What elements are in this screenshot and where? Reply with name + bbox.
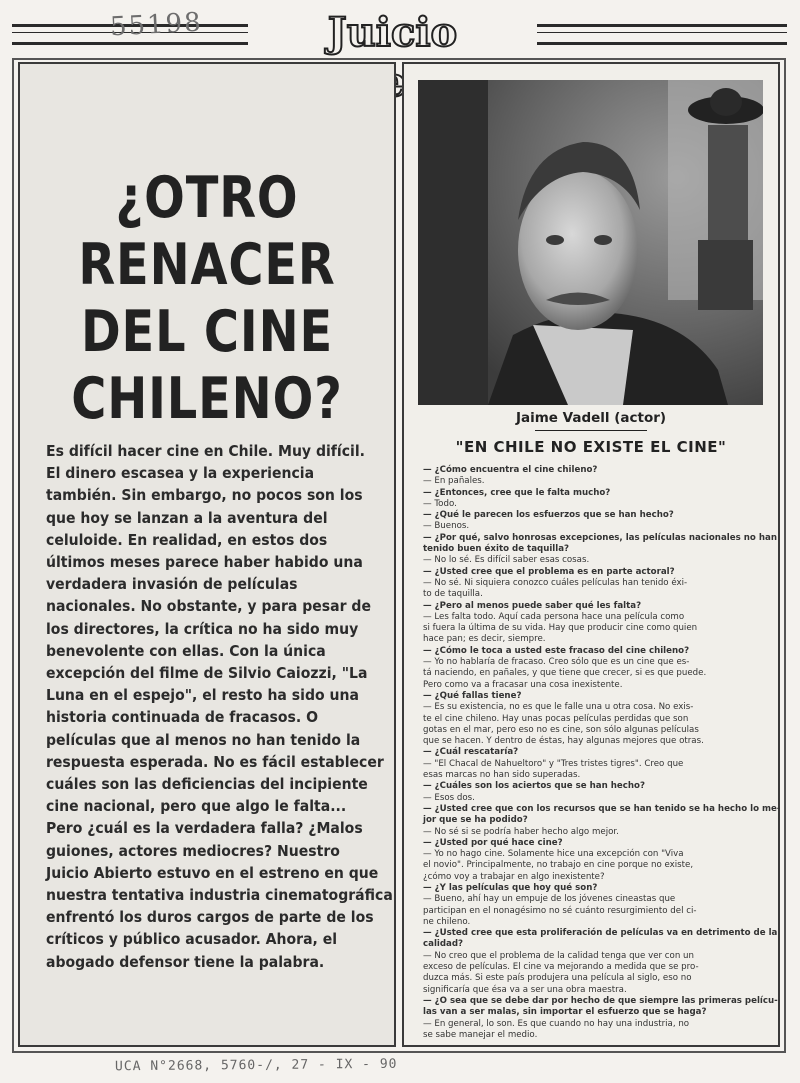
- intro-line: respuesta esperada. No es fácil establecer: [46, 752, 384, 771]
- question-line: — ¿Cómo le toca a usted este fracaso del cine chileno?: [423, 644, 690, 656]
- answer-line: — Es su existencia, no es que le falle una u otra cosa. No exis-: [423, 701, 694, 713]
- answer-line: Pero como va a fracasar una cosa inexistente.: [423, 678, 623, 690]
- interview-title: "EN CHILE NO EXISTE EL CINE": [455, 438, 727, 456]
- answer-line: el novio". Principalmente, no trabajo en cine porque no existe,: [423, 859, 694, 871]
- answer-line: esas marcas no han sido superadas.: [423, 769, 581, 781]
- intro-line: guiones, actores mediocres? Nuestro: [46, 841, 340, 860]
- photo-caption: Jaime Vadell (actor): [515, 410, 667, 426]
- headline-line: DEL CINE: [80, 299, 334, 365]
- question-line: jor que se ha podido?: [423, 814, 528, 826]
- question-line: — ¿Pero al menos puede saber qué les falta?: [423, 599, 642, 611]
- intro-paragraph: [46, 440, 393, 973]
- question-line: las van a ser malas, sin importar el esfuerzo que se haga?: [423, 1006, 707, 1018]
- question-line: — ¿Usted cree que el problema es en parte actoral?: [423, 565, 675, 577]
- answer-line: tá naciendo, en pañales, y que tiene que crecer, si es que puede.: [423, 667, 707, 679]
- answer-line: — Bueno, ahí hay un empuje de los jóvenes cineastas que: [423, 893, 676, 905]
- question-line: — ¿Cómo encuentra el cine chileno?: [423, 464, 598, 475]
- question-line: — ¿Qué le parecen los esfuerzos que se han hecho?: [423, 509, 674, 521]
- intro-line: enfrentó los duros cargos de parte de los: [46, 908, 374, 927]
- headline-line: ¿OTRO: [115, 165, 299, 231]
- intro-line: nacionales. No obstante, y para pesar de: [46, 597, 371, 616]
- headline-line: RENACER: [78, 232, 336, 298]
- intro-line: historia continuada de fracasos. O: [46, 708, 319, 727]
- answer-line: exceso de películas. El cine va mejorando a medida que se pro-: [423, 961, 699, 973]
- answer-line: te el cine chileno. Hay unas pocas películas perdidas que son: [423, 712, 689, 724]
- answer-line: — No lo sé. Es difícil saber esas cosas.: [423, 554, 590, 566]
- answer-line: — "El Chacal de Nahueltoro" y "Tres tristes tigres". Creo que: [423, 757, 684, 769]
- question-line: — ¿Cuál rescataría?: [423, 746, 519, 758]
- intro-line: cuáles son las deficiencias del incipiente: [46, 775, 368, 794]
- intro-line: excepción del filme de Silvio Caiozzi, "La: [46, 664, 368, 683]
- intro-line: los directores, la crítica no ha sido muy: [46, 619, 359, 638]
- intro-line: películas que al menos no han tenido la: [46, 730, 361, 749]
- headline: [48, 165, 366, 433]
- intro-line: también. Sin embargo, no pocos son los: [46, 486, 363, 505]
- intro-line: Es difícil hacer cine en Chile. Muy difícil.: [46, 442, 365, 460]
- answer-line: participan en el nonagésimo no sé cuánto resurgimiento del ci-: [423, 904, 697, 916]
- question-line: — ¿Y las películas que hoy qué son?: [423, 881, 598, 893]
- actor-photo: [418, 80, 763, 405]
- answer-line: to de taquilla.: [423, 588, 483, 600]
- intro-line: Juicio Abierto estuvo en el estreno en que: [46, 863, 379, 882]
- question-line: — ¿Usted cree que esta proliferación de películas va en detrimento de la: [423, 927, 778, 939]
- header-rule-left-bottom: [12, 42, 248, 45]
- handwritten-number: 55198: [109, 7, 204, 43]
- portrait-image: [418, 80, 763, 405]
- question-line: — ¿Por qué, salvo honrosas excepciones, las películas nacionales no han: [423, 531, 777, 543]
- answer-line: hace pan; es decir, siempre.: [423, 633, 546, 645]
- answer-line: — No sé si se podría haber hecho algo mejor.: [423, 825, 619, 837]
- intro-line: últimos meses parece haber habido una: [46, 553, 363, 572]
- answer-line: — En general, lo son. Es que cuando no hay una industria, no: [423, 1017, 690, 1029]
- question-line: — ¿O sea que se debe dar por hecho de que siempre las primeras pelícu-: [423, 994, 778, 1006]
- answer-line: — No creo que el problema de la calidad tenga que ver con un: [423, 949, 695, 961]
- intro-line: celuloide. En realidad, en estos dos: [46, 530, 328, 549]
- section-title: Juicio: [327, 9, 458, 56]
- answer-line: significaría que ésa va a ser una obra maestra.: [423, 983, 627, 995]
- intro-line: El dinero escasea y la experiencia: [46, 464, 315, 483]
- answer-line: — Todo.: [423, 497, 457, 509]
- header-rule-right-bottom: [537, 42, 787, 45]
- answer-line: se sabe manejar el medio.: [423, 1028, 538, 1040]
- intro-line: Luna en el espejo", el resto ha sido una: [46, 686, 359, 705]
- intro-line: nuestra tentativa industria cinematográfica: [46, 886, 393, 905]
- handwritten-footer-note: UCA N°2668, 5760-/, 27 - IX - 90: [114, 1056, 398, 1075]
- question-line: tenido buen éxito de taquilla?: [423, 543, 570, 555]
- answer-line: gotas en el mar, pero eso no es cine, son sólo algunas películas: [423, 723, 699, 735]
- answer-line: — Buenos.: [423, 520, 470, 532]
- intro-line: Pero ¿cuál es la verdadera falla? ¿Malos: [46, 819, 363, 838]
- question-line: calidad?: [423, 938, 464, 950]
- answer-line: que se hacen. Y dentro de éstas, hay algunas mejores que otras.: [423, 735, 704, 747]
- caption-rule: [535, 430, 647, 431]
- interview-text: [423, 464, 781, 1040]
- answer-line: si fuera la última de su vida. Hay que producir cine como quien: [423, 622, 698, 634]
- intro-line: verdadera invasión de películas: [46, 575, 298, 594]
- answer-line: — Yo no hablaría de fracaso. Creo sólo que es un cine que es-: [423, 656, 690, 668]
- answer-line: — En pañales.: [423, 475, 485, 487]
- answer-line: — No sé. Ni siquiera conozco cuáles películas han tenido éxi-: [423, 576, 688, 588]
- intro-line: benevolente con ellas. Con la única: [46, 641, 326, 660]
- question-line: — ¿Usted cree que con los recursos que se han tenido se ha hecho lo me-: [423, 802, 781, 814]
- question-line: — ¿Cuáles son los aciertos que se han hecho?: [423, 780, 645, 792]
- answer-line: — Les falta todo. Aquí cada persona hace una película como: [423, 610, 685, 622]
- headline-line: CHILENO?: [71, 366, 343, 432]
- answer-line: — Yo no hago cine. Solamente hice una excepción con "Viva: [423, 848, 684, 860]
- answer-line: ¿cómo voy a trabajar en algo inexistente?: [423, 870, 605, 882]
- intro-line: abogado defensor tiene la palabra.: [46, 952, 325, 971]
- question-line: — ¿Qué fallas tiene?: [423, 689, 522, 701]
- answer-line: — Esos dos.: [423, 791, 475, 803]
- answer-line: ne chileno.: [423, 915, 471, 927]
- intro-line: que hoy se lanzan a la aventura del: [46, 508, 328, 527]
- intro-line: cine nacional, pero que algo le falta...: [46, 797, 347, 816]
- intro-line: críticos y público acusador. Ahora, el: [46, 930, 338, 949]
- question-line: — ¿Usted por qué hace cine?: [423, 836, 563, 848]
- header-rule-right-mid: [537, 32, 787, 33]
- header-rule-right-top: [537, 24, 787, 27]
- question-line: — ¿Entonces, cree que le falta mucho?: [423, 486, 611, 498]
- answer-line: duzca más. Si este país produjera una película al siglo, eso no: [423, 972, 692, 984]
